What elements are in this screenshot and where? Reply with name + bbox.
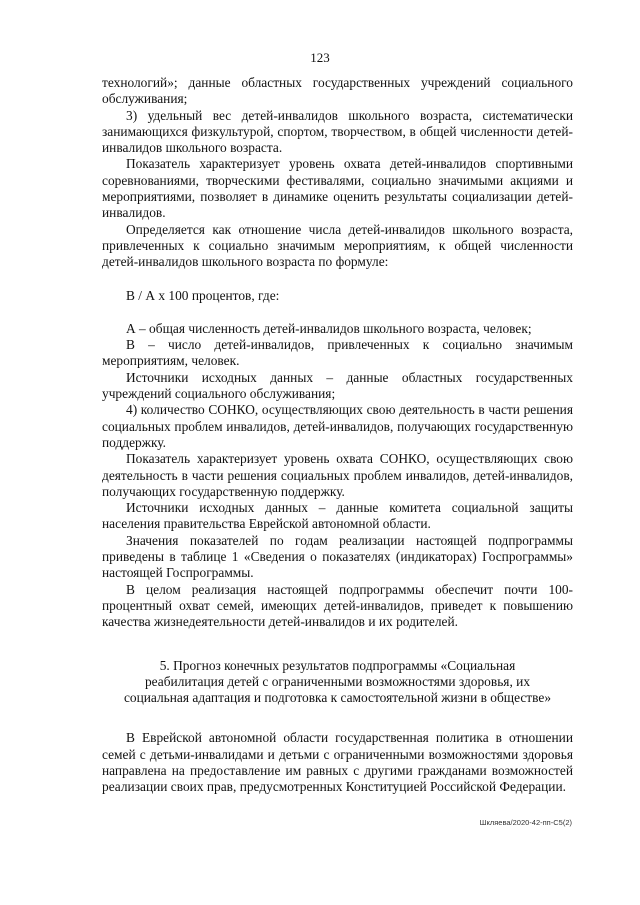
- paragraph: 4) количество СОНКО, осуществляющих свою деятельность в части решения социальных проблем инвалидов, детей-инвалидов, получающих государственную поддержку.: [102, 402, 573, 450]
- section-heading: 5. Прогноз конечных результатов подпрограммы «Социальная реабилитация детей с ограниченными возможностями здоровья, их социальная адаптация и подготовка к самостоятельной жизни в обществе»: [123, 657, 552, 706]
- document-body: [102, 75, 573, 796]
- paragraph: 3) удельный вес детей-инвалидов школьного возраста, систематически занимающихся физкультурой, спортом, творчеством, в общей численности детей-инвалидов школьного возраста.: [102, 107, 573, 156]
- paragraph: Определяется как отношение числа детей-инвалидов школьного возраста, привлеченных к социально значимым мероприятиям, к общей численности детей-инвалидов школьного возраста по формуле:: [102, 221, 573, 270]
- paragraph: Показатель характеризует уровень охвата СОНКО, осуществляющих свою деятельность в части решения социальных проблем инвалидов, детей-инвалидов, получающих государственную поддержку.: [102, 451, 573, 499]
- paragraph: В Еврейской автономной области государственная политика в отношении семей с детьми-инвалидами и детьми с ограниченными возможностями здоровья направлена на предоставление им равных с другими гражданами возможностей реализации своих прав, предусмотренных Конституцией Российской Федерации.: [102, 730, 573, 795]
- paragraph: технологий»; данные областных государственных учреждений социального обслуживания;: [102, 75, 573, 107]
- document-code: Шкляева/2020-42-пп-С5(2): [479, 818, 572, 827]
- paragraph: В – число детей-инвалидов, привлеченных к социально значимым мероприятиям, человек.: [102, 337, 573, 369]
- paragraph: Источники исходных данных – данные комитета социальной защиты населения правительства Еврейской автономной области.: [102, 500, 573, 532]
- paragraph: В целом реализация настоящей подпрограммы обеспечит почти 100-процентный охват семей, имеющих детей-инвалидов, приведет к повышению качества жизнедеятельности детей-инвалидов и их родителей.: [102, 581, 573, 630]
- formula: В / А x 100 процентов, где:: [126, 287, 280, 303]
- paragraph: Показатель характеризует уровень охвата детей-инвалидов спортивными соревнованиями, творческими фестивалями, социально значимыми акциями и мероприятиями, позволяет в динамике оценить результаты социализации детей-инвалидов.: [102, 156, 573, 221]
- paragraph: А – общая численность детей-инвалидов школьного возраста, человек;: [126, 320, 532, 336]
- paragraph: Источники исходных данных – данные областных государственных учреждений социального обслуживания;: [102, 369, 573, 402]
- paragraph: Значения показателей по годам реализации настоящей подпрограммы приведены в таблице 1 «Сведения о показателях (индикаторах) Госпрограммы» настоящей Госпрограммы.: [102, 532, 573, 581]
- page-number: 123: [310, 50, 330, 65]
